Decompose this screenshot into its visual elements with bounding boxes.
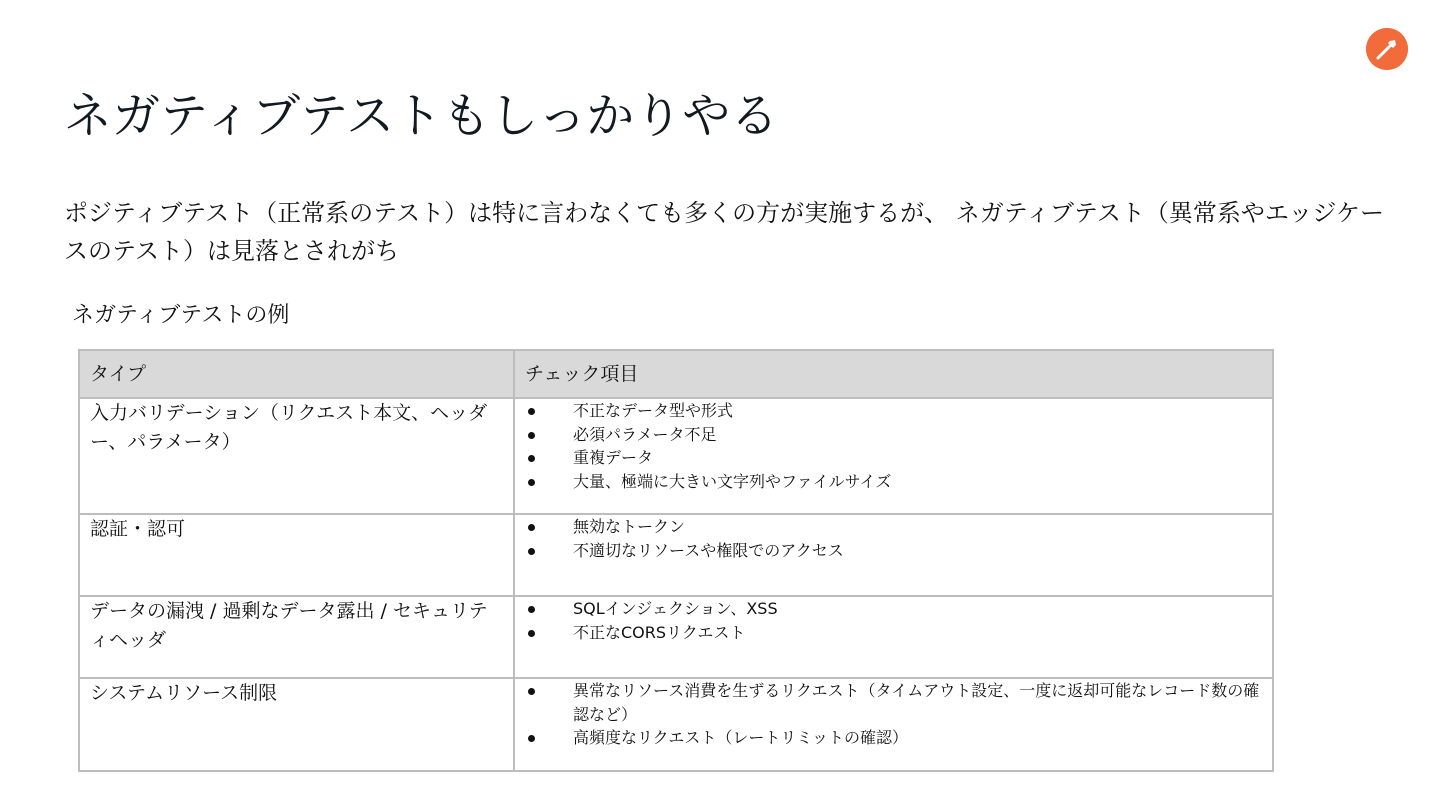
check-item: 不正なデータ型や形式 [525,399,1262,423]
rocket-icon [1366,28,1408,70]
column-header-type: タイプ [79,350,514,398]
table-heading: ネガティブテストの例 [72,303,290,328]
check-items-cell [514,514,1273,596]
check-item: SQLインジェクション、XSS [525,597,1262,621]
table-row [79,514,1273,596]
check-item: 不適切なリソースや権限でのアクセス [525,539,1262,563]
type-cell: システムリソース制限 [79,678,514,771]
column-header-items: チェック項目 [514,350,1273,398]
postman-logo-icon [1366,28,1408,70]
type-cell: 入力バリデーション（リクエスト本文、ヘッダー、パラメータ） [79,398,514,514]
check-item: 異常なリソース消費を生ずるリクエスト（タイムアウト設定、一度に返却可能なレコード数の確認など） [525,679,1262,726]
intro-text: ポジティブテスト（正常系のテスト）は特に言わなくても多くの方が実施するが、 ネガティブテスト（異常系やエッジケースのテスト）は見落とされがち [64,199,1384,265]
type-cell: 認証・認可 [79,514,514,596]
negative-test-examples-table [78,349,1274,772]
check-item-list [525,515,1262,562]
check-item-list [525,597,1262,644]
check-items-cell [514,678,1273,771]
page-title: ネガティブテストもしっかりやる [64,88,779,144]
table-header-row [79,350,1273,398]
table-row [79,678,1273,771]
check-item: 大量、極端に大きい文字列やファイルサイズ [525,470,1262,494]
check-item: 高頻度なリクエスト（レートリミットの確認） [525,726,1262,750]
table-row [79,398,1273,514]
check-item-list [525,399,1262,493]
check-item-list [525,679,1262,750]
check-item: 重複データ [525,446,1262,470]
table-row [79,596,1273,678]
check-item: 無効なトークン [525,515,1262,539]
check-item: 必須パラメータ不足 [525,423,1262,447]
check-item: 不正なCORSリクエスト [525,621,1262,645]
check-items-cell [514,398,1273,514]
type-cell: データの漏洩 / 過剰なデータ露出 / セキュリティヘッダ [79,596,514,678]
check-items-cell [514,596,1273,678]
